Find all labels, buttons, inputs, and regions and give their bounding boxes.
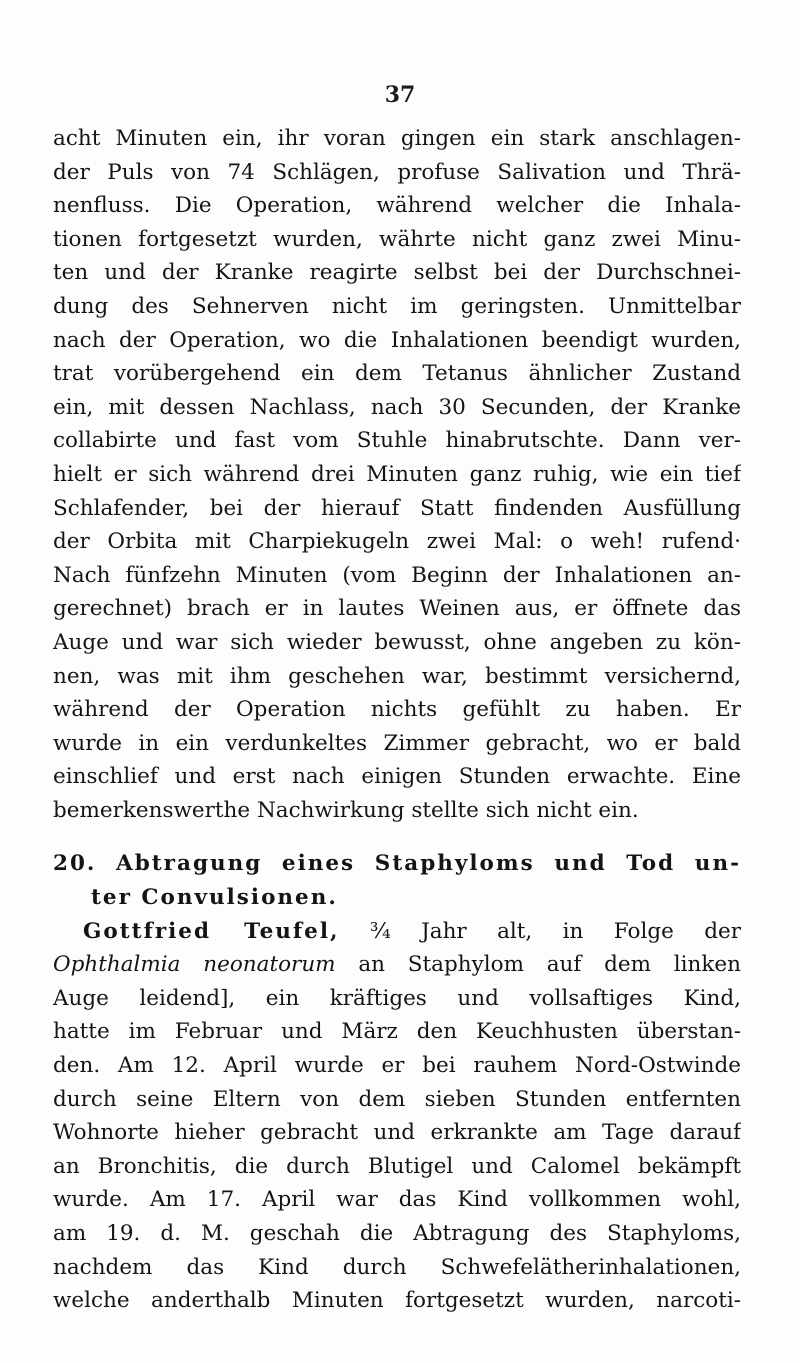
patient-name: Gottfried Teufel, [83, 918, 340, 944]
paragraph-line: collabirte und fast vom Stuhle hinabrutschte. Dann ver- [53, 428, 741, 454]
paragraph-line: den. Am 12. April wurde er bei rauhem Nord-Ostwinde [53, 1053, 741, 1079]
paragraph-2 [53, 915, 741, 1318]
paragraph-line: gerechnet) brach er in lautes Weinen aus, er öffnete das [53, 596, 741, 622]
paragraph-line: Auge leidend], ein kräftiges und vollsaftiges Kind, [53, 985, 741, 1011]
paragraph-line: wurde in ein verdunkeltes Zimmer gebracht, wo er bald [53, 730, 741, 756]
paragraph-line: hielt er sich während drei Minuten ganz ruhig, wie ein tief [53, 461, 741, 487]
paragraph-line: bemerkenswerthe Nachwirkung stellte sich nicht ein. [53, 797, 639, 823]
paragraph-line: Wohnorte hieher gebracht und erkrankte am Tage darauf [53, 1120, 741, 1146]
paragraph-line: nen, was mit ihm geschehen war, bestimmt versichernd, [53, 663, 741, 689]
case-heading-line-2: ter Convulsionen. [91, 885, 338, 911]
paragraph-line: während der Operation nichts gefühlt zu haben. Er [53, 697, 741, 723]
paragraph-line: der Puls von 74 Schlägen, profuse Salivation und Thrä- [53, 159, 741, 185]
page-number: 37 [384, 82, 416, 108]
paragraph-line: acht Minuten ein, ihr voran gingen ein stark anschlagen- [53, 126, 741, 151]
paragraph-line: ein, mit dessen Nachlass, nach 30 Secunden, der Kranke [53, 394, 741, 420]
paragraph-line: tionen fortgesetzt wurden, währte nicht ganz zwei Minu- [53, 226, 741, 252]
paragraph-line: Auge und war sich wieder bewusst, ohne angeben zu kön- [53, 629, 741, 655]
paragraph-line: trat vorübergehend ein dem Tetanus ähnlicher Zustand [53, 361, 741, 387]
paragraph-line: einschlief und erst nach einigen Stunden erwachte. Eine [53, 764, 741, 790]
section-gap [53, 827, 741, 847]
paragraph-line: nenfluss. Die Operation, während welcher die Inhala- [53, 193, 741, 219]
paragraph-line: nachdem das Kind durch Schwefelätherinhalationen, [53, 1254, 741, 1280]
paragraph-1 [53, 122, 741, 827]
paragraph-line: ten und der Kranke reagirte selbst bei der Durchschnei- [53, 260, 741, 286]
paragraph-line: der Orbita mit Charpiekugeln zwei Mal: o weh! rufend· [53, 529, 741, 555]
paragraph-line: an Bronchitis, die durch Blutigel und Calomel bekämpft [53, 1153, 741, 1179]
diagnosis-italic: Ophthalmia neonatorum [53, 952, 336, 978]
paragraph-2-lines [53, 982, 741, 1318]
case-heading-line-1: 20. Abtragung eines Staphyloms und Tod un- [53, 851, 741, 877]
paragraph-line: durch seine Eltern von dem sieben Stunden entfernten [53, 1086, 741, 1112]
paragraph-line [53, 915, 741, 949]
paragraph-line: wurde. Am 17. April war das Kind vollkommen wohl, [53, 1187, 741, 1213]
paragraph-line [53, 948, 741, 982]
patient-age-text: ¾ Jahr alt, in Folge der [369, 918, 741, 944]
paragraph-line: hatte im Februar und März den Keuchhusten überstan- [53, 1019, 741, 1045]
paragraph-line: dung des Sehnerven nicht im geringsten. Unmittelbar [53, 293, 741, 319]
paragraph-line: Schlafender, bei der hierauf Statt findenden Ausfüllung [53, 495, 741, 521]
diagnosis-text: an Staphylom auf dem linken [358, 952, 741, 978]
paragraph-line: am 19. d. M. geschah die Abtragung des Staphyloms, [53, 1221, 741, 1246]
paragraph-line: welche anderthalb Minuten fortgesetzt wurden, narcoti- [53, 1288, 741, 1314]
paragraph-line: nach der Operation, wo die Inhalationen beendigt wurden, [53, 327, 741, 353]
paragraph-line: Nach fünfzehn Minuten (vom Beginn der Inhalationen an- [53, 562, 741, 588]
text-column [53, 122, 741, 1318]
